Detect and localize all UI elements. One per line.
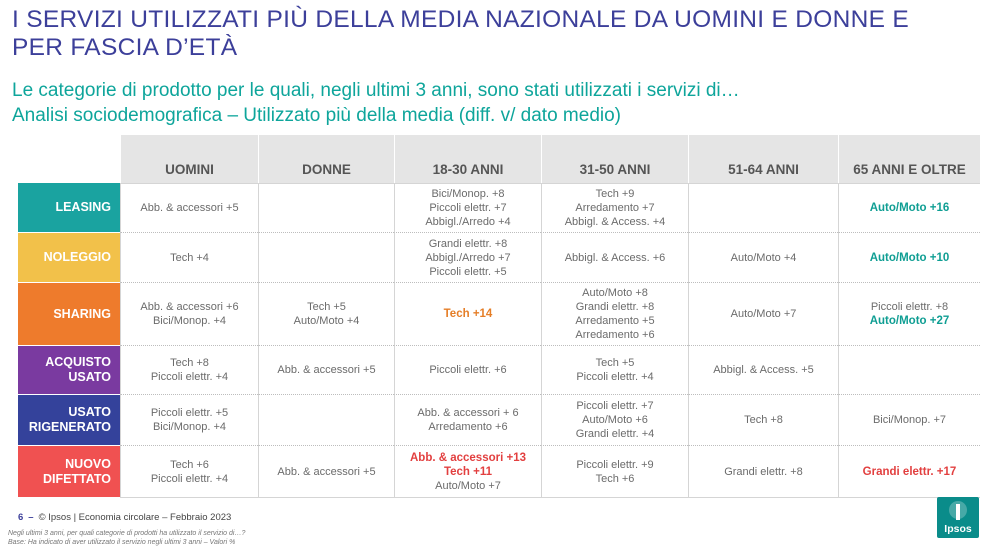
row-label-acquisto_usato: ACQUISTO USATO [18,346,120,395]
table-cell [394,395,541,446]
table-cell [394,233,541,283]
table-cell [838,183,980,233]
cell-entry: Tech +8 [170,357,209,369]
ipsos-logo-icon [948,500,968,522]
table-cell [838,283,980,346]
row-label-sharing: SHARING [18,283,120,346]
table-cell [838,233,980,283]
ipsos-logo [937,497,979,538]
subtitle-line-1: Le categorie di prodotto per le quali, negli ultimi 3 anni, sono stati utilizzati i servizi di… [12,80,740,101]
cell-entry: Grandi elettr. +17 [862,465,957,478]
cell-entry: Abbigl./Arredo +7 [425,251,511,264]
cell-entry: Tech +9 [595,187,635,200]
cell-entry: Tech +6 [170,458,209,471]
cell-entry: Bici/Monop. +4 [152,315,227,327]
table-cell [394,346,541,395]
cell-entry: Auto/Moto +10 [869,251,950,264]
table-cell [258,183,394,233]
cell-entry: Auto/Moto +7 [730,308,797,320]
column-header-4: 51-64 ANNI [688,135,838,183]
table-cell [258,346,394,395]
cell-entry: Abb. & accessori +5 [140,201,239,214]
cell-entry: Grandi elettr. +8 [428,237,508,250]
page-number: 6 [18,512,24,523]
cell-entry: Abbigl. & Access. +6 [564,251,666,264]
page-subtitle [12,78,912,128]
cell-entry: Piccoli elettr. +5 [150,407,229,419]
row-label-noleggio: NOLEGGIO [18,233,120,283]
table-cell [120,446,258,498]
cell-entry: Abb. & accessori +5 [277,465,376,478]
cell-entry: Auto/Moto +4 [293,315,360,327]
cell-entry: Grandi elettr. +4 [575,428,655,440]
table-cell [688,346,838,395]
table-cell [394,283,541,346]
cell-entry: Abbigl./Arredo +4 [425,215,511,228]
cell-entry: Tech +11 [443,465,493,478]
column-header-2: 18-30 ANNI [394,135,541,183]
row-label-nuovo_difettato: NUOVO DIFETTATO [18,446,120,498]
cell-entry: Auto/Moto +4 [730,251,797,264]
column-header-0: UOMINI [120,135,258,183]
cell-entry: Arredamento +7 [575,201,655,214]
cell-entry: Arredamento +6 [428,421,508,433]
row-label-leasing: LEASING [18,183,120,233]
footnote-base: Base: Ha indicato di aver utilizzato il servizio negli ultimi 3 anni – Valori % [8,538,236,546]
cell-entry: Tech +6 [595,472,635,485]
cell-entry: Piccoli elettr. +8 [870,301,949,313]
cell-entry: Tech +14 [443,308,493,320]
cell-entry: Tech +5 [595,357,635,369]
cell-entry: Grandi elettr. +8 [724,465,803,478]
cell-entry: Abbigl. & Access. +4 [564,215,666,228]
cell-entry: Abb. & accessori +13 [409,451,527,464]
table-cell [688,283,838,346]
cell-entry: Piccoli elettr. +4 [576,371,654,383]
table-cell [258,446,394,498]
footnotes [8,530,245,547]
table-cell [541,283,688,346]
cell-entry: Bici/Monop. +8 [431,187,505,200]
cell-entry: Piccoli elettr. +5 [429,265,507,278]
table-cell [688,183,838,233]
cell-entry: Abb. & accessori +5 [277,364,376,376]
table-cell [120,395,258,446]
cell-entry: Piccoli elettr. +4 [150,472,229,485]
cell-entry: Bici/Monop. +4 [152,421,227,433]
table-cell [258,395,394,446]
table-cell [120,283,258,346]
table-cell [394,183,541,233]
cell-entry: Arredamento +5 [575,315,655,327]
footer [18,512,231,523]
table-cell [688,233,838,283]
cell-entry: Abb. & accessori + 6 [417,407,519,419]
subtitle-line-2: Analisi sociodemografica – Utilizzato più della media (diff. v/ dato medio) [12,105,622,126]
cell-entry: Auto/Moto +16 [869,201,950,214]
cell-entry: Abb. & accessori +6 [140,301,239,313]
cell-entry: Auto/Moto +8 [582,287,648,299]
footnote-question: Negli ultimi 3 anni, per quali categorie di prodotti ha utilizzato il servizio di…? [8,530,246,537]
table-cell [541,233,688,283]
table-cell [688,395,838,446]
cell-entry: Auto/Moto +7 [435,479,501,492]
table-cell [838,395,980,446]
cell-entry: Piccoli elettr. +4 [150,371,229,383]
cell-entry: Tech +5 [307,301,346,313]
table-cell [120,233,258,283]
table-cell [258,233,394,283]
table-cell [120,346,258,395]
cell-entry: Bici/Monop. +7 [872,414,947,426]
table-cell [394,446,541,498]
cell-entry: Grandi elettr. +8 [575,301,655,313]
table-cell [838,346,980,395]
header-corner [18,135,120,183]
column-header-5: 65 ANNI E OLTRE [838,135,980,183]
table-cell [541,346,688,395]
table-cell [541,183,688,233]
cell-entry: Abbigl. & Access. +5 [713,364,814,376]
column-header-3: 31-50 ANNI [541,135,688,183]
footer-dash: – [28,512,34,523]
cell-entry: Auto/Moto +27 [869,315,950,327]
table-cell [688,446,838,498]
cell-entry: Auto/Moto +6 [582,414,648,426]
cell-entry: Tech +4 [170,251,209,264]
footer-copyright: © Ipsos | Economia circolare – Febbraio 2023 [38,512,232,523]
cell-entry: Arredamento +6 [575,329,655,341]
table-cell [120,183,258,233]
cell-entry: Piccoli elettr. +7 [576,400,654,412]
table-cell [541,446,688,498]
row-label-usato_rigenerato: USATO RIGENERATO [18,395,120,446]
cell-entry: Piccoli elettr. +6 [429,364,507,376]
cell-entry: Piccoli elettr. +9 [576,458,654,471]
sociodemographic-table [18,135,980,498]
cell-entry: Piccoli elettr. +7 [429,201,507,214]
table-cell [258,283,394,346]
cell-entry: Tech +8 [744,414,783,426]
table-cell [838,446,980,498]
page-title: I SERVIZI UTILIZZATI PIÙ DELLA MEDIA NAZIONALE DA UOMINI E DONNE E PER FASCIA D’ETÀ [12,6,909,61]
table-cell [541,395,688,446]
column-header-1: DONNE [258,135,394,183]
ipsos-logo-text: Ipsos [944,523,972,535]
